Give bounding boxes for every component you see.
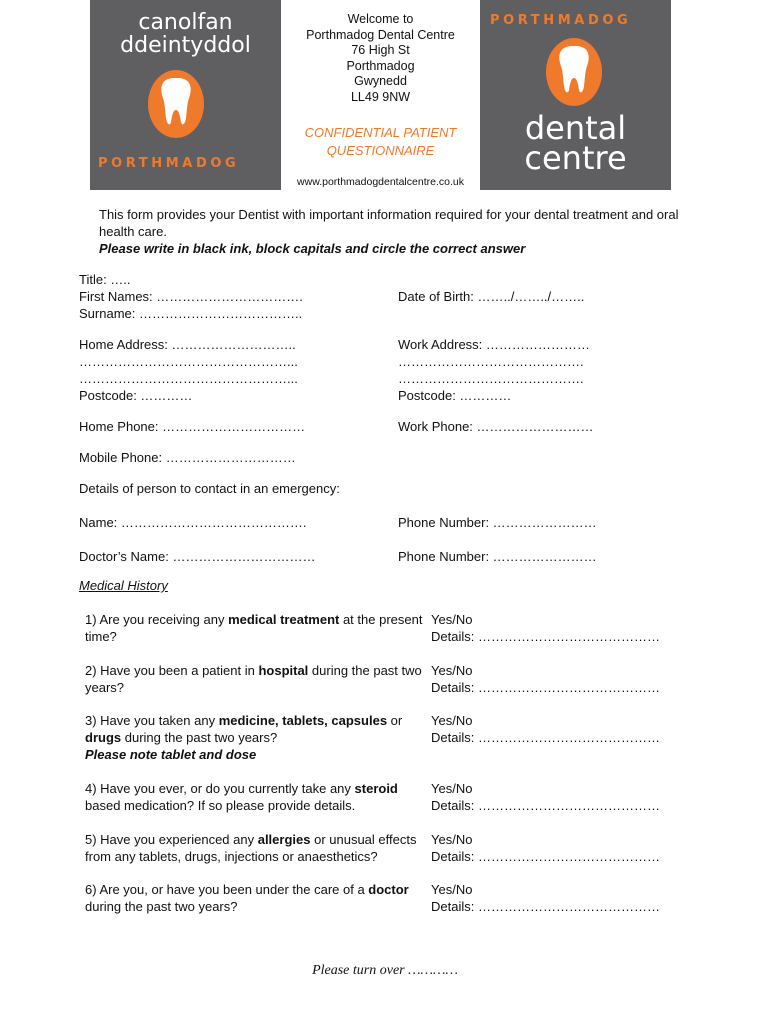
question-keyword: medical treatment xyxy=(228,612,340,627)
question-text: 6) Are you, or have you been under the care of a xyxy=(85,882,369,897)
answer-5[interactable] xyxy=(431,831,660,865)
question-text: or xyxy=(387,713,403,728)
home-address-field[interactable]: Home Address: ……………………….. xyxy=(79,337,296,352)
logo-wordmark-line1: dental xyxy=(524,109,627,147)
question-keyword: medicine, tablets, capsules xyxy=(218,713,388,728)
logo-wordmark-line1: canolfan xyxy=(138,10,233,35)
tooth-logo-icon xyxy=(148,70,204,138)
question-text: 5) Have you experienced any xyxy=(85,832,258,847)
answer-2[interactable] xyxy=(431,662,660,696)
mobile-phone-field[interactable]: Mobile Phone: ………………………… xyxy=(79,450,296,465)
answer-6[interactable] xyxy=(431,881,660,915)
website-link[interactable]: www.porthmadogdentalcentre.co.uk xyxy=(297,176,464,188)
page-footer: Please turn over ………… xyxy=(312,963,458,978)
yes-no-choice[interactable]: Yes/No xyxy=(431,612,473,627)
question-text: during the past two years? xyxy=(85,663,422,695)
details-field[interactable]: Details: …………………………………… xyxy=(431,730,660,745)
details-field[interactable]: Details: …………………………………… xyxy=(431,680,660,695)
question-5 xyxy=(85,831,425,865)
question-6 xyxy=(85,881,425,915)
yes-no-choice[interactable]: Yes/No xyxy=(431,713,473,728)
form-title-line2: QUESTIONNAIRE xyxy=(326,142,435,158)
details-field[interactable]: Details: …………………………………… xyxy=(431,849,660,864)
details-field[interactable]: Details: …………………………………… xyxy=(431,629,660,644)
home-address-line-2[interactable]: …………………………………………... xyxy=(79,354,298,369)
work-postcode-field[interactable]: Postcode: ………… xyxy=(398,388,512,403)
question-4 xyxy=(85,780,425,814)
logo-wordmark-line2: ddeintyddol xyxy=(120,33,251,58)
address-line: Welcome to xyxy=(347,12,414,26)
doctor-name-field[interactable]: Doctor’s Name: …………………………… xyxy=(79,549,316,564)
yes-no-choice[interactable]: Yes/No xyxy=(431,781,473,796)
emergency-name-field[interactable]: Name: ……………………………………. xyxy=(79,515,307,530)
question-text: 2) Have you been a patient in xyxy=(85,663,259,678)
work-address-line-2[interactable]: ……………………………………. xyxy=(398,354,584,369)
address-line: Porthmadog xyxy=(346,58,415,73)
question-text: 3) Have you taken any xyxy=(85,713,219,728)
home-phone-field[interactable]: Home Phone: …………………………… xyxy=(79,419,306,434)
work-phone-field[interactable]: Work Phone: ……………………… xyxy=(398,419,594,434)
details-field[interactable]: Details: …………………………………… xyxy=(431,798,660,813)
logo-caption: PORTHMADOG xyxy=(490,13,632,28)
question-keyword: allergies xyxy=(257,832,311,847)
date-of-birth-field[interactable]: Date of Birth: ……../……../…….. xyxy=(398,289,585,304)
intro-paragraph: This form provides your Dentist with important information required for your dental treatment and oral health care. xyxy=(99,207,679,239)
home-postcode-field[interactable]: Postcode: ………… xyxy=(79,388,193,403)
yes-no-choice[interactable]: Yes/No xyxy=(431,832,473,847)
doctor-phone-field[interactable]: Phone Number: …………………… xyxy=(398,549,597,564)
home-address-line-3[interactable]: …………………………………………... xyxy=(79,371,298,386)
work-address-line-3[interactable]: ……………………………………. xyxy=(398,371,584,386)
question-text: at the present time? xyxy=(85,612,423,644)
question-note: Please note tablet and dose xyxy=(85,747,257,762)
address-line: LL49 9NW xyxy=(350,89,411,104)
address-line: 76 High St xyxy=(351,43,410,58)
form-title-line1: CONFIDENTIAL PATIENT xyxy=(304,125,457,140)
surname-field[interactable]: Surname: ……………………………….. xyxy=(79,306,303,321)
address-line: Gwynedd xyxy=(354,74,407,89)
logo-caption: PORTHMADOG xyxy=(98,156,240,171)
question-keyword: steroid xyxy=(354,781,398,796)
work-address-field[interactable]: Work Address: …………………… xyxy=(398,337,590,352)
answer-4[interactable] xyxy=(431,780,660,814)
question-keyword: doctor xyxy=(368,882,409,897)
title-field[interactable]: Title: ….. xyxy=(79,272,131,287)
yes-no-choice[interactable]: Yes/No xyxy=(431,663,473,678)
question-keyword: hospital xyxy=(258,663,309,678)
question-1 xyxy=(85,611,425,645)
answer-1[interactable] xyxy=(431,611,660,645)
question-text: 4) Have you ever, or do you currently take any xyxy=(85,781,355,796)
question-2 xyxy=(85,662,425,696)
details-field[interactable]: Details: …………………………………… xyxy=(431,899,660,914)
intro-text xyxy=(99,206,679,257)
emergency-phone-field[interactable]: Phone Number: …………………… xyxy=(398,515,597,530)
question-text: during the past two years? xyxy=(85,899,238,914)
emergency-contact-heading: Details of person to contact in an emergency: xyxy=(79,481,340,496)
logo-welsh xyxy=(90,0,281,190)
logo-wordmark-line2: centre xyxy=(524,139,627,177)
intro-instruction: Please write in black ink, block capitals and circle the correct answer xyxy=(99,241,526,256)
question-text: based medication? If so please provide details. xyxy=(85,798,356,813)
question-text: during the past two years? xyxy=(121,730,278,745)
question-keyword: drugs xyxy=(85,730,122,745)
question-3 xyxy=(85,712,425,763)
first-names-field[interactable]: First Names: ……………………………. xyxy=(79,289,303,304)
answer-3[interactable] xyxy=(431,712,660,746)
form-title xyxy=(281,124,480,159)
address-line: Porthmadog Dental Centre xyxy=(306,27,455,42)
question-text: or unusual effects from any tablets, drugs, injections or anaesthetics? xyxy=(85,832,417,864)
practice-address xyxy=(281,12,480,106)
yes-no-choice[interactable]: Yes/No xyxy=(431,882,473,897)
logo-english xyxy=(480,0,671,190)
tooth-logo-icon xyxy=(546,38,602,106)
medical-history-heading: Medical History xyxy=(79,578,168,593)
question-text: 1) Are you receiving any xyxy=(85,612,229,627)
